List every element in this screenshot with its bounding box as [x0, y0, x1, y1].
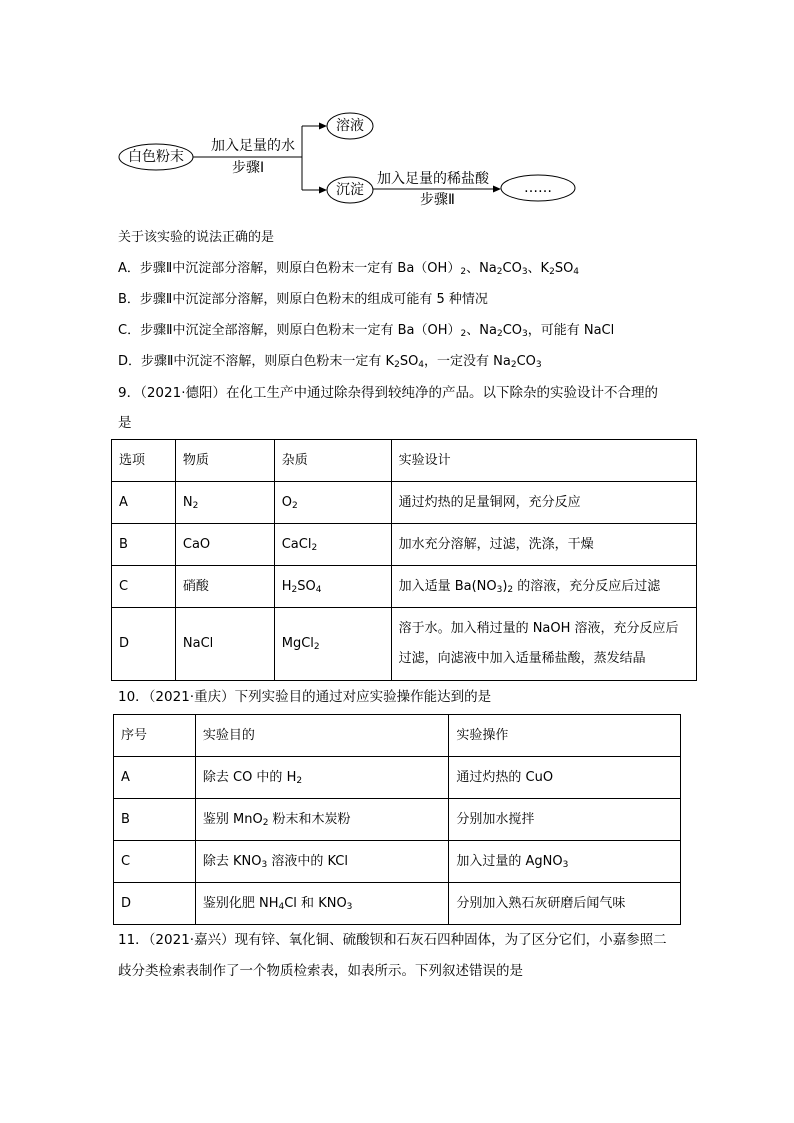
bottom-arrowhead: [319, 187, 327, 194]
flow-end-label: ……: [524, 180, 552, 196]
q9-cell-option: B: [112, 524, 176, 566]
q10-cell-number: A: [114, 757, 196, 799]
flow-step2-label: 步骤Ⅱ: [420, 192, 455, 208]
q10-title: 10．（2021·重庆）下列实验目的通过对应实验操作能达到的是: [118, 689, 492, 705]
q10-cell-operation: 分别加水搅拌: [449, 799, 681, 841]
q10-table: [113, 714, 681, 925]
q9-table: [111, 439, 697, 681]
q10-cell-number: C: [114, 841, 196, 883]
q8-stem: 关于该实验的说法正确的是: [118, 230, 275, 245]
q10-header-row: [114, 715, 681, 757]
q9-cell-impurity: $O_2$: [274, 482, 391, 524]
q9-cell-option: C: [112, 566, 176, 608]
q9-title-line2: 是: [118, 415, 132, 431]
top-arrowhead: [319, 123, 327, 130]
q9-cell-design: 溶于水。加入稍过量的 NaOH 溶液，充分反应后 过滤，向滤液中加入适量稀盐酸，蒸发结晶: [391, 608, 696, 681]
table-row: [112, 524, 697, 566]
step2-arrowhead: [493, 186, 501, 193]
flow-step2-action: 加入足量的稀盐酸: [377, 171, 489, 187]
q9-cell-design: 通过灼热的足量铜网，充分反应: [391, 482, 696, 524]
flow-solution-label: 溶液: [336, 118, 364, 134]
flow-precipitate-label: 沉淀: [336, 182, 364, 198]
q9-header-row: [112, 440, 697, 482]
q10-cell-number: D: [114, 883, 196, 925]
flow-step1-action: 加入足量的水: [211, 138, 295, 154]
q9-cell-design: 加水充分溶解，过滤，洗涤，干燥: [391, 524, 696, 566]
q9-cell-option: A: [112, 482, 176, 524]
q8-option-d: D．步骤Ⅱ中沉淀不溶解，则原白色粉末一定有 $K_2SO_4$，一定没有 $Na_2CO_3$: [118, 354, 542, 370]
q9-cell-impurity: $H_2SO_4$: [274, 566, 391, 608]
table-row: [114, 883, 681, 925]
flow-step1-label: 步骤Ⅰ: [232, 160, 265, 176]
q10-header-goal: 实验目的: [195, 715, 449, 757]
q9-cell-substance: CaO: [175, 524, 274, 566]
q10-cell-operation: 分别加入熟石灰研磨后闻气味: [449, 883, 681, 925]
table-row: [114, 799, 681, 841]
q10-cell-number: B: [114, 799, 196, 841]
q8-option-b: B．步骤Ⅱ中沉淀部分溶解，则原白色粉末的组成可能有 5 种情况: [118, 292, 488, 307]
table-row: [112, 608, 697, 681]
q9-title-line1: 9．（2021·德阳）在化工生产中通过除杂得到较纯净的产品。以下除杂的实验设计不合理的: [118, 385, 658, 401]
table-row: [112, 566, 697, 608]
table-row: [114, 757, 681, 799]
q11-title-line1: 11．（2021·嘉兴）现有锌、氧化铜、硫酸钡和石灰石四种固体，为了区分它们，小嘉参照二: [118, 932, 667, 948]
flow-start-label: 白色粉末: [128, 149, 184, 165]
table-row: [114, 841, 681, 883]
q9-cell-substance: NaCl: [175, 608, 274, 681]
q10-cell-goal: 鉴别化肥 $NH_4Cl$ 和 $KNO_3$: [195, 883, 449, 925]
q10-cell-goal: 除去 $KNO_3$ 溶液中的 KCl: [195, 841, 449, 883]
q10-header-operation: 实验操作: [449, 715, 681, 757]
q9-cell-design: 加入适量 $Ba(NO_3)_2$ 的溶液，充分反应后过滤: [391, 566, 696, 608]
q9-cell-impurity: MgCl$_2$: [274, 608, 391, 681]
q8-option-a: A．步骤Ⅱ中沉淀部分溶解，则原白色粉末一定有 $Ba(OH)_2$、$Na_2CO_3$、$K_2SO_4$: [118, 261, 580, 277]
q10-cell-goal: 除去 CO 中的 $H_2$: [195, 757, 449, 799]
q9-header-option: 选项: [112, 440, 176, 482]
q11-title-line2: 歧分类检索表制作了一个物质检索表，如表所示。下列叙述错误的是: [118, 963, 523, 979]
q10-cell-goal: 鉴别 MnO$_2$ 粉末和木炭粉: [195, 799, 449, 841]
q10-cell-operation: 加入过量的 AgNO$_3$: [449, 841, 681, 883]
q8-option-c: C．步骤Ⅱ中沉淀全部溶解，则原白色粉末一定有 $Ba(OH)_2$、$Na_2CO_3$，可能有 NaCl: [118, 323, 615, 339]
q9-cell-substance: 硝酸: [175, 566, 274, 608]
q9-cell-substance: $N_2$: [175, 482, 274, 524]
table-row: [112, 482, 697, 524]
q9-cell-impurity: CaCl$_2$: [274, 524, 391, 566]
q9-cell-option: D: [112, 608, 176, 681]
q10-cell-operation: 通过灼热的 CuO: [449, 757, 681, 799]
flow-diagram: [118, 110, 578, 220]
q10-header-number: 序号: [114, 715, 196, 757]
q9-header-impurity: 杂质: [274, 440, 391, 482]
q9-header-design: 实验设计: [391, 440, 696, 482]
q9-header-substance: 物质: [175, 440, 274, 482]
